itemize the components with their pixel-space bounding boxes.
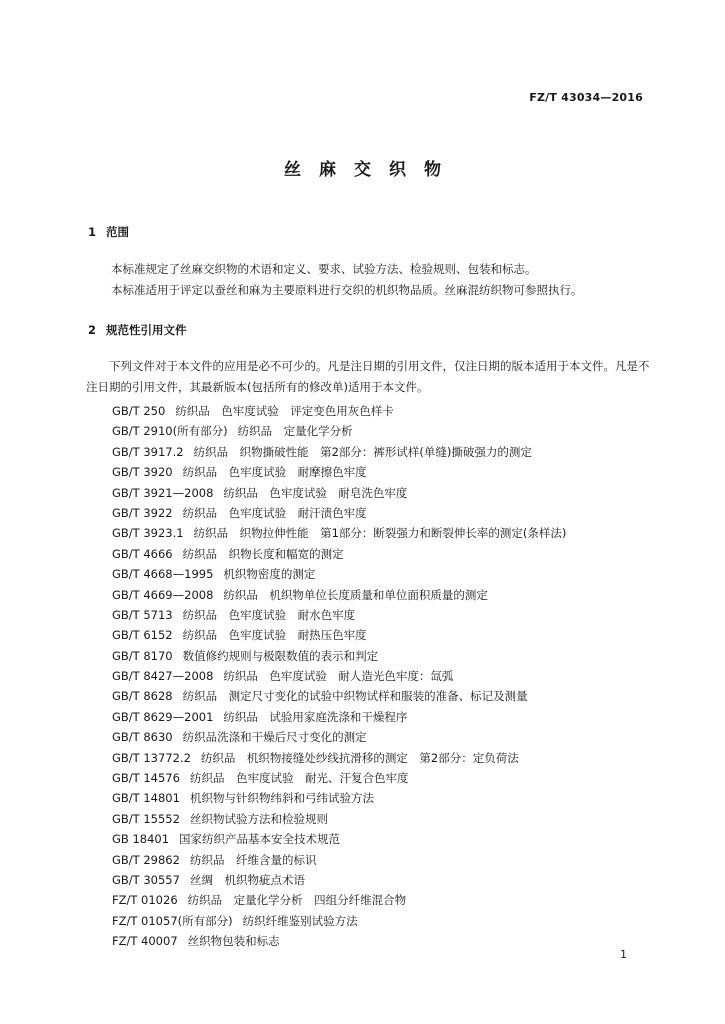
reference-item [112,646,566,666]
reference-code: GB/T 8629—2001 [112,709,214,724]
section-heading-normative-references [88,322,187,338]
reference-code: GB/T 4668—1995 [112,567,214,582]
section-heading-scope [88,224,129,240]
reference-item [112,585,566,605]
reference-item [112,890,566,910]
reference-code: GB/T 4669—2008 [112,587,214,602]
reference-code: GB/T 15552 [112,811,180,826]
reference-title: 纺织品 色牢度试验 耐汗渍色牢度 [182,505,367,520]
reference-code: GB/T 8628 [112,689,173,704]
section-number: 1 [88,225,97,239]
standard-number: FZ/T 43034—2016 [529,91,643,104]
reference-code: GB/T 13772.2 [112,750,191,765]
reference-code: FZ/T 40007 [112,934,178,949]
reference-item [112,788,566,808]
reference-code: GB/T 8170 [112,648,173,663]
reference-title: 纺织品 色牢度试验 评定变色用灰色样卡 [175,404,394,418]
scope-paragraph: 本标准规定了丝麻交织物的术语和定义、要求、试验方法、检验规则、包装和标志。 [111,262,537,276]
reference-code: GB/T 30557 [112,872,180,887]
reference-code: GB/T 8427—2008 [112,669,214,684]
reference-title: 纺织品 定量化学分析 四组分纤维混合物 [187,893,407,908]
page-number: 1 [620,948,627,961]
reference-title: 纺织品 定量化学分析 [237,424,353,439]
reference-title: 纺织品 色牢度试验 耐光、汗复合色牢度 [189,771,409,786]
reference-code: GB/T 3922 [112,505,173,520]
references-intro: 下列文件对于本文件的应用是必不可少的。凡是注日期的引用文件，仅注日期的版本适用于本文件。凡是不注日期的引用文件，其最新版本(包括所有的修改单)适用于本文件。 [86,359,650,394]
reference-code: GB/T 14576 [112,771,180,786]
reference-item [112,666,566,686]
reference-title: 丝织物试验方法和检验规则 [189,811,328,826]
reference-code: GB/T 2910(所有部分) [112,424,228,439]
reference-item [112,503,566,523]
reference-title: 纺织品 色牢度试验 耐水色牢度 [182,607,356,622]
reference-item [112,911,566,931]
reference-title: 纺织品 纤维含量的标识 [189,852,317,867]
reference-title: 纺织品 机织物单位长度质量和单位面积质量的测定 [223,587,488,602]
reference-title: 纺织品 色牢度试验 耐摩擦色牢度 [182,465,367,480]
reference-title: 纺织品 色牢度试验 耐热压色牢度 [182,628,367,643]
reference-item [112,707,566,727]
reference-item [112,686,566,706]
reference-item [112,564,566,584]
reference-item [112,421,566,441]
reference-title: 纺织品 织物撕破性能 第2部分：裤形试样(单缝)撕破强力的测定 [193,444,532,459]
reference-item [112,768,566,788]
reference-code: GB 18401 [112,832,170,847]
reference-title: 数值修约规则与极限数值的表示和判定 [182,648,379,663]
reference-title: 纺织品 色牢度试验 耐皂洗色牢度 [223,485,408,500]
reference-item [112,727,566,747]
reference-item [112,748,566,768]
scope-paragraph: 本标准适用于评定以蚕丝和麻为主要原料进行交织的机织物品质。丝麻混纺织物可参照执行。 [111,283,583,297]
reference-title: 纺织品 织物拉伸性能 第1部分：断裂强力和断裂伸长率的测定(条样法) [193,526,567,541]
document-title: 丝麻交织物 [284,160,459,180]
reference-title: 纺织品 机织物接缝处纱线抗滑移的测定 第2部分：定负荷法 [200,750,519,765]
reference-list [112,401,566,952]
reference-item [112,523,566,543]
reference-item [112,605,566,625]
reference-title: 纺织品 测定尺寸变化的试验中织物试样和服装的准备、标记及测量 [182,689,528,704]
reference-code: GB/T 14801 [112,791,180,806]
reference-item [112,544,566,564]
reference-code: GB/T 3920 [112,465,173,480]
reference-code: GB/T 8630 [112,730,173,745]
reference-title: 纺织纤维鉴别试验方法 [242,913,358,928]
reference-item [112,850,566,870]
section-number: 2 [88,323,97,337]
reference-item [112,931,566,951]
reference-code: GB/T 4666 [112,546,173,561]
reference-item [112,809,566,829]
reference-code: GB/T 5713 [112,607,173,622]
reference-title: 丝织物包装和标志 [187,934,280,949]
reference-item [112,625,566,645]
reference-code: GB/T 3917.2 [112,444,184,459]
reference-title: 机织物密度的测定 [223,567,316,582]
reference-item [112,442,566,462]
reference-code: GB/T 250 [112,404,166,418]
reference-code: FZ/T 01057(所有部分) [112,913,233,928]
section-title: 规范性引用文件 [106,323,187,337]
reference-title: 国家纺织产品基本安全技术规范 [179,832,341,847]
reference-title: 机织物与针织物纬斜和弓纬试验方法 [189,791,374,806]
reference-title: 纺织品 试验用家庭洗涤和干燥程序 [223,709,408,724]
reference-item [112,483,566,503]
reference-item [112,829,566,849]
reference-item [112,462,566,482]
section-title: 范围 [106,225,129,239]
reference-title: 纺织品 色牢度试验 耐人造光色牢度：氙弧 [223,669,454,684]
reference-code: GB/T 3921—2008 [112,485,214,500]
reference-title: 纺织品洗涤和干燥后尺寸变化的测定 [182,730,367,745]
reference-item [112,401,566,421]
reference-code: GB/T 6152 [112,628,173,643]
reference-code: GB/T 29862 [112,852,180,867]
reference-title: 丝绸 机织物疵点术语 [189,872,305,887]
reference-code: FZ/T 01026 [112,893,178,908]
reference-title: 纺织品 织物长度和幅宽的测定 [182,546,344,561]
reference-code: GB/T 3923.1 [112,526,184,541]
reference-item [112,870,566,890]
